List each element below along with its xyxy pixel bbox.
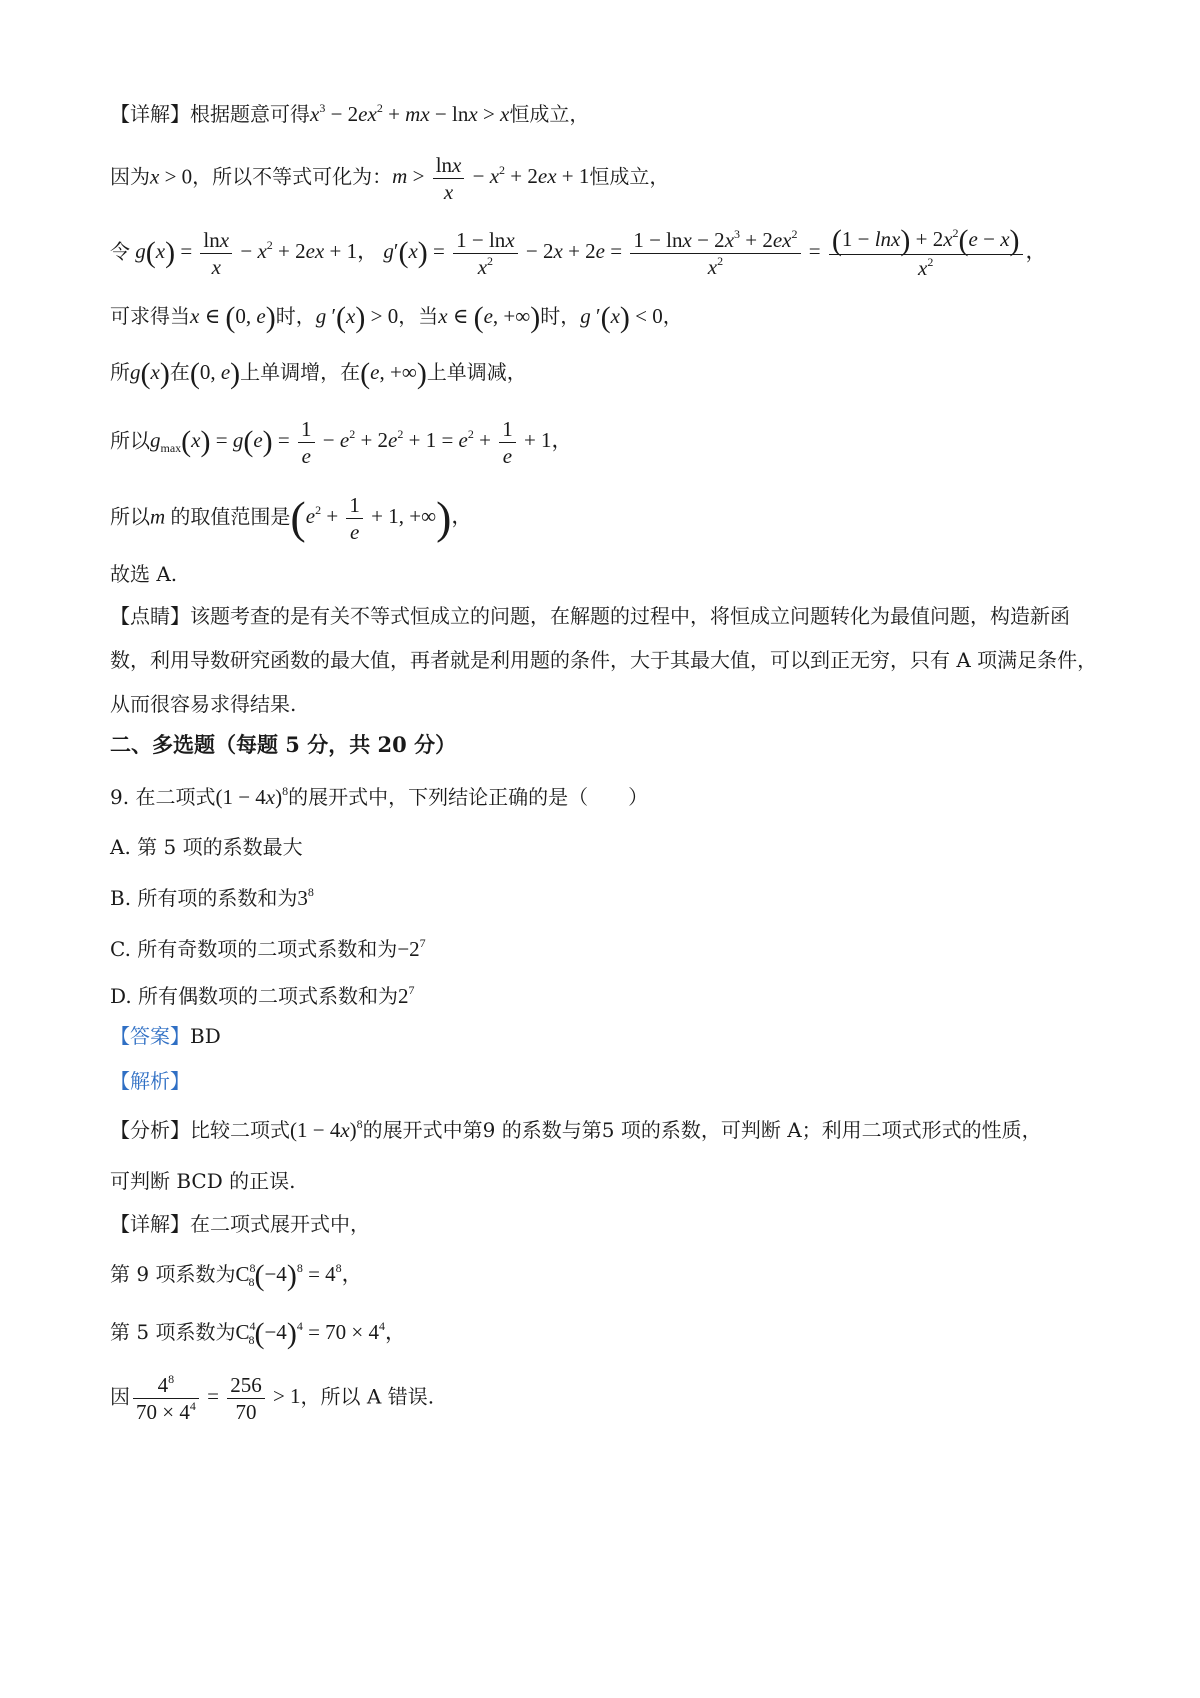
maximum-value-line: 所以$g_{max}(x) = g(e)$ = $\frac{1}{e}$ − $e^2 + 2e^2 + 1 = e^2$ + $\frac{1}{e}$ + 1， — [110, 417, 573, 468]
comment-paragraph: 【点睛】该题考查的是有关不等式恒成立的问题，在解题的过程中，将恒成立问题转化为最值问题，构造新函数，利用导数研究函数的最大值，再者就是利用题的条件，大于其最大值，可以到正无穷，只有 A 项满足条件，从而很容易求得结果. — [110, 604, 1098, 716]
fifth-term-coefficient: 第 5 项系数为$C^4_8(-4)^4 = 70 \times 4^4$， — [110, 1317, 406, 1351]
comment-label: 【点睛】 — [110, 604, 190, 628]
detail-label: 【详解】 — [110, 102, 190, 126]
answer-line — [110, 1022, 221, 1050]
ninth-term-coefficient: 第 9 项系数为$C^8_8(-4)^8 = 4^8$， — [110, 1259, 363, 1293]
option-a: A. 第 5 项的系数最大 — [110, 835, 303, 859]
detail-line-2: 【详解】在二项式展开式中， — [110, 1212, 370, 1236]
question-9: 9. 在二项式$(1 - 4x)^8$的展开式中，下列结论正确的是（ ） — [110, 784, 649, 809]
function-definition-line: 令 g(x) = $\frac{\ln x}{x}$ − $x^2 + 2ex + 1$， g′(x) = $\frac{1 - \ln x}{x^2}$ − 2x + 2e = $\frac{1 - \ln x - 2x^3 + 2ex^2}{x^2}$ = $\frac{(1 - \ln x) + 2x^2(e - x)}{x^2}$ ， — [110, 224, 1047, 281]
range-line: 所以m 的取值范围是($e^2$ + $\frac{1}{e}$ + 1, +∞)， — [110, 492, 473, 544]
answer-value: BD — [190, 1024, 221, 1048]
detail-line-1: 【详解】根据题意可得$x^3 - 2ex^2$ + mx − lnx > x恒成立， — [110, 101, 590, 126]
option-c: C. 所有奇数项的二项式系数和为$-2^7$ — [110, 936, 426, 961]
analysis-label: 【解析】 — [110, 1069, 190, 1093]
analysis-line-2: 可判断 BCD 的正误. — [110, 1169, 296, 1193]
comparison-line: 因 $\frac{4^8}{70 \times 4^4}$ = $\frac{256}{70}$ > 1，所以 A 错误. — [110, 1372, 435, 1424]
choice-line: 故选 A. — [110, 562, 178, 586]
derivative-sign-line: 可求得当x ∈ (0, e)时，g ′(x) > 0，当x ∈ (e, +∞)时，g ′(x) < 0， — [110, 301, 683, 335]
analysis-line-1: 【分析】比较二项式$(1 - 4x)^8$的展开式中第9 的系数与第5 项的系数，可判断 A；利用二项式形式的性质， — [110, 1117, 1042, 1142]
answer-label: 【答案】 — [110, 1024, 190, 1048]
detail2-label: 【详解】 — [110, 1212, 190, 1236]
monotonicity-line: 所g(x)在(0, e)上单调增，在(e, +∞)上单调减， — [110, 357, 527, 391]
section-heading: 二、多选题（每题 5 分，共 20 分） — [110, 732, 457, 757]
analysis-tag: 【分析】 — [110, 1118, 190, 1142]
inequality-line: 因为x > 0，所以不等式可化为：m > $\frac{\ln x}{x}$ − $x^2 + 2ex + 1$恒成立， — [110, 153, 670, 204]
option-b: B. 所有项的系数和为$3^8$ — [110, 885, 314, 910]
option-d: D. 所有偶数项的二项式系数和为$2^7$ — [110, 983, 415, 1008]
